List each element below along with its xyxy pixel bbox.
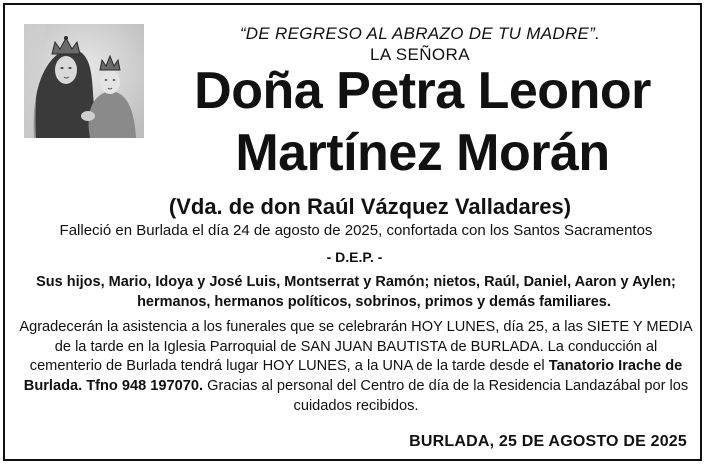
dateline: BURLADA, 25 DE AGOSTO DE 2025 [409, 433, 687, 450]
funeral-home-bold: Tanatorio Irache de Burlada. Tfno 948 197070. [23, 358, 683, 395]
virgin-and-child-icon [24, 24, 144, 138]
dep-line: - D.E.P. - [326, 249, 383, 265]
widow-of-line: (Vda. de don Raúl Vázquez Valladares) [168, 194, 572, 219]
epigraph-quote: “DE REGRESO AL ABRAZO DE TU MADRE”. [239, 24, 601, 43]
funeral-text-part-2: Gracias al personal del Centro de día de la Residencia Landazábal por los cuidados recibidos. [203, 378, 689, 414]
deceased-name-line-2: Martínez Morán [235, 124, 610, 182]
funeral-text-part-1: Agradecerán la asistencia a los funerales que se celebrarán HOY LUNES, día 25, a las SIETE Y MEDIA de la tarde en la Iglesia Parroquial de SAN JUAN BAUTISTA de BURLADA. La conducción al cementerio de Burlada tendrá lugar HOY LUNES, a la UNA de la tarde desde el [19, 319, 693, 375]
death-notice-line: Falleció en Burlada el día 24 de agosto de 2025, confortada con los Santos Sacramentos [59, 222, 653, 239]
family-list [20, 272, 692, 312]
family-line-1: Sus hijos, Mario, Idoya y José Luis, Montserrat y Ramón; nietos, Raúl, Daniel, Aaron y Aylen; [36, 274, 676, 290]
title-prefix: LA SEÑORA [370, 45, 470, 64]
funeral-details [18, 318, 694, 417]
family-line-2: hermanos, hermanos políticos, sobrinos, primos y demás familiares. [137, 294, 611, 310]
deceased-name-line-1: Doña Petra Leonor [194, 62, 651, 120]
